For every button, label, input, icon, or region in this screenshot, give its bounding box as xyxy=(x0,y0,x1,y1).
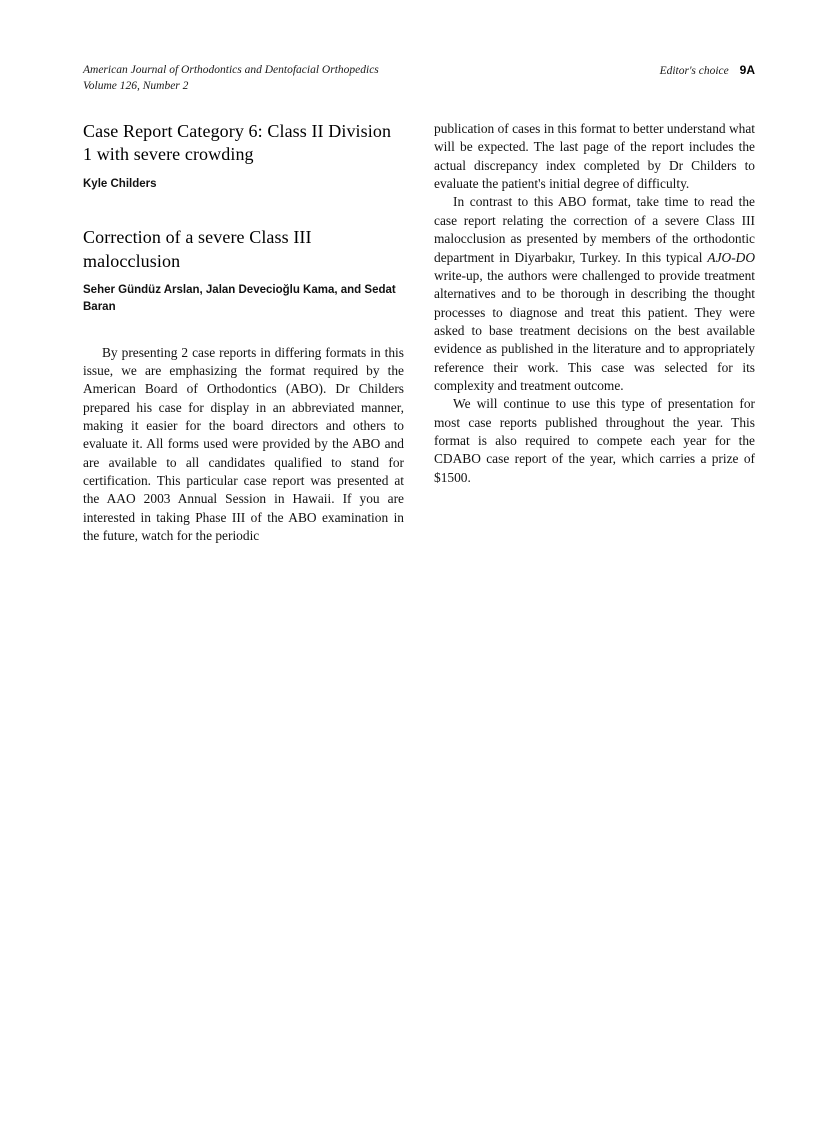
journal-info xyxy=(83,62,379,94)
journal-abbrev: AJO-DO xyxy=(707,249,755,265)
article-columns xyxy=(83,120,755,546)
right-column xyxy=(434,120,755,546)
left-column xyxy=(83,120,404,546)
editors-choice-label: Editor's choice xyxy=(659,65,729,77)
header-right xyxy=(660,62,755,77)
journal-title: American Journal of Orthodontics and Dentofacial Orthopedics xyxy=(83,64,379,76)
article2-authors: Seher Gündüz Arslan, Jalan Devecioğlu Kama, and Sedat Baran xyxy=(83,284,396,313)
paragraph-2-before: In contrast to this ABO format, take time to read the case report relating the correction of a severe Class III malocclusion as presented by members of the orthodontic department in Diyarbakır, Turkey. In this typical xyxy=(434,194,755,265)
left-body-block xyxy=(83,344,404,546)
paragraph-1-continued: publication of cases in this format to better understand what will be expected. The last page of the report includes the actual discrepancy index completed by Dr Childers to evaluate the patient's initial degree of difficulty. xyxy=(434,121,755,192)
paragraph-2 xyxy=(434,193,755,395)
article2-title: Correction of a severe Class III malocclusion xyxy=(83,227,312,271)
paragraph-2-after: write-up, the authors were challenged to provide treatment alternatives and to be thorough in describing the thought processes to diagnose and treat this patient. They were asked to base treatment decisions on the best available evidence as published in the literature and to appropriately reference their work. This case was selected for its complexity and treatment outcome. xyxy=(434,267,755,394)
page-number: 9A xyxy=(739,63,755,77)
journal-volume: Volume 126, Number 2 xyxy=(83,80,189,93)
article1-title: Case Report Category 6: Class II Division 1 with severe crowding xyxy=(83,121,392,165)
paragraph-3: We will continue to use this type of presentation for most case reports published throughout the year. This format is also required to compete each year for the CDABO case report of the year, which carries a prize of $1500. xyxy=(434,396,755,485)
paragraph-1: By presenting 2 case reports in differing formats in this issue, we are emphasizing the format required by the American Board of Orthodontics (ABO). Dr Childers prepared his case for display in an abbreviated manner, making it easier for the board directors and others to evaluate it. All forms used were provided by the ABO and are available to all candidates qualified to stand for certification. This particular case report was presented at the AAO 2003 Annual Session in Hawaii. If you are interested in taking Phase III of the ABO examination in the future, watch for the periodic xyxy=(83,344,404,544)
running-header xyxy=(83,62,755,94)
article1-author: Kyle Childers xyxy=(83,177,157,190)
